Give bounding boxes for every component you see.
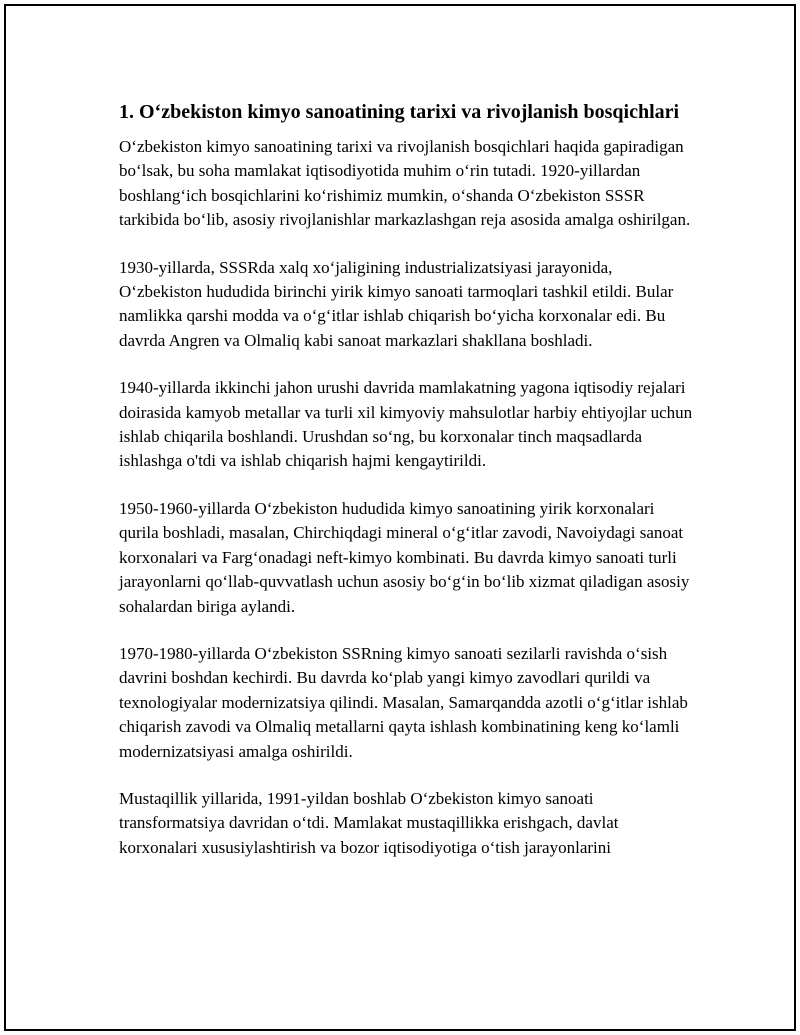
section-heading: 1. O‘zbekiston kimyo sanoatining tarixi va rivojlanish bosqichlari bbox=[119, 101, 680, 123]
document-body bbox=[119, 100, 697, 883]
paragraph-independence: Mustaqillik yillarida, 1991-yildan boshlab O‘zbekiston kimyo sanoati transformatsiya davridan o‘tdi. Mamlakat mustaqillikka erishgach, davlat korxonalari xususiylashtirish va bozor iqtisodiyotiga o‘tish jarayonlarini bbox=[119, 788, 619, 857]
paragraph-1920s: O‘zbekiston kimyo sanoatining tarixi va rivojlanish bosqichlari haqida gapiradigan bo‘lsak, bu soha mamlakat iqtisodiyotida muhim o‘rin tutadi. 1920-yillardan boshlang‘ich bosqichlarini ko‘rishimiz mumkin, o‘shanda O‘zbekiston SSSR tarkibida bo‘lib, asosiy rivojlanishlar markazlashgan reja asosida amalga oshirilgan. bbox=[119, 137, 691, 230]
paragraph-1970s-1980s: 1970-1980-yillarda O‘zbekiston SSRning kimyo sanoati sezilarli ravishda o‘sish davrini boshdan kechirdi. Bu davrda ko‘plab yangi kimyo zavodlari qurildi va texnologiyalar modernizatsiya qilindi. Masalan, Samarqandda azotli o‘g‘itlar ishlab chiqarish zavodi va Olmaliq metallarni qayta ishlash kombinatining keng ko‘lamli modernizatsiyasi amalga oshirildi. bbox=[119, 643, 688, 761]
paragraph-1950s-1960s: 1950-1960-yillarda O‘zbekiston hududida kimyo sanoatining yirik korxonalari qurila boshladi, masalan, Chirchiqdagi mineral o‘g‘itlar zavodi, Navoiydagi sanoat korxonalari va Farg‘onadagi neft-kimyo kombinati. Bu davrda kimyo sanoati turli jarayonlarni qo‘llab-quvvatlash uchun asosiy bo‘g‘in bo‘lib xizmat qiladigan asosiy sohalardan biriga aylandi. bbox=[119, 498, 690, 616]
page-frame bbox=[4, 4, 796, 1031]
paragraph-1930s: 1930-yillarda, SSSRda xalq xo‘jaligining industrializatsiyasi jarayonida, O‘zbekiston hududida birinchi yirik kimyo sanoati tarmoqlari tashkil etildi. Bular namlikka qarshi modda va o‘g‘itlar ishlab chiqarish bo‘yicha korxonalar edi. Bu davrda Angren va Olmaliq kabi sanoat markazlari shakllana boshladi. bbox=[119, 257, 674, 350]
paragraph-1940s: 1940-yillarda ikkinchi jahon urushi davrida mamlakatning yagona iqtisodiy rejalari doirasida kamyob metallar va turli xil kimyoviy mahsulotlar harbiy ehtiyojlar uchun ishlab chiqarila boshlandi. Urushdan so‘ng, bu korxonalar tinch maqsadlarda ishlashga o'tdi va ishlab chiqarish hajmi kengaytirildi. bbox=[119, 378, 693, 471]
